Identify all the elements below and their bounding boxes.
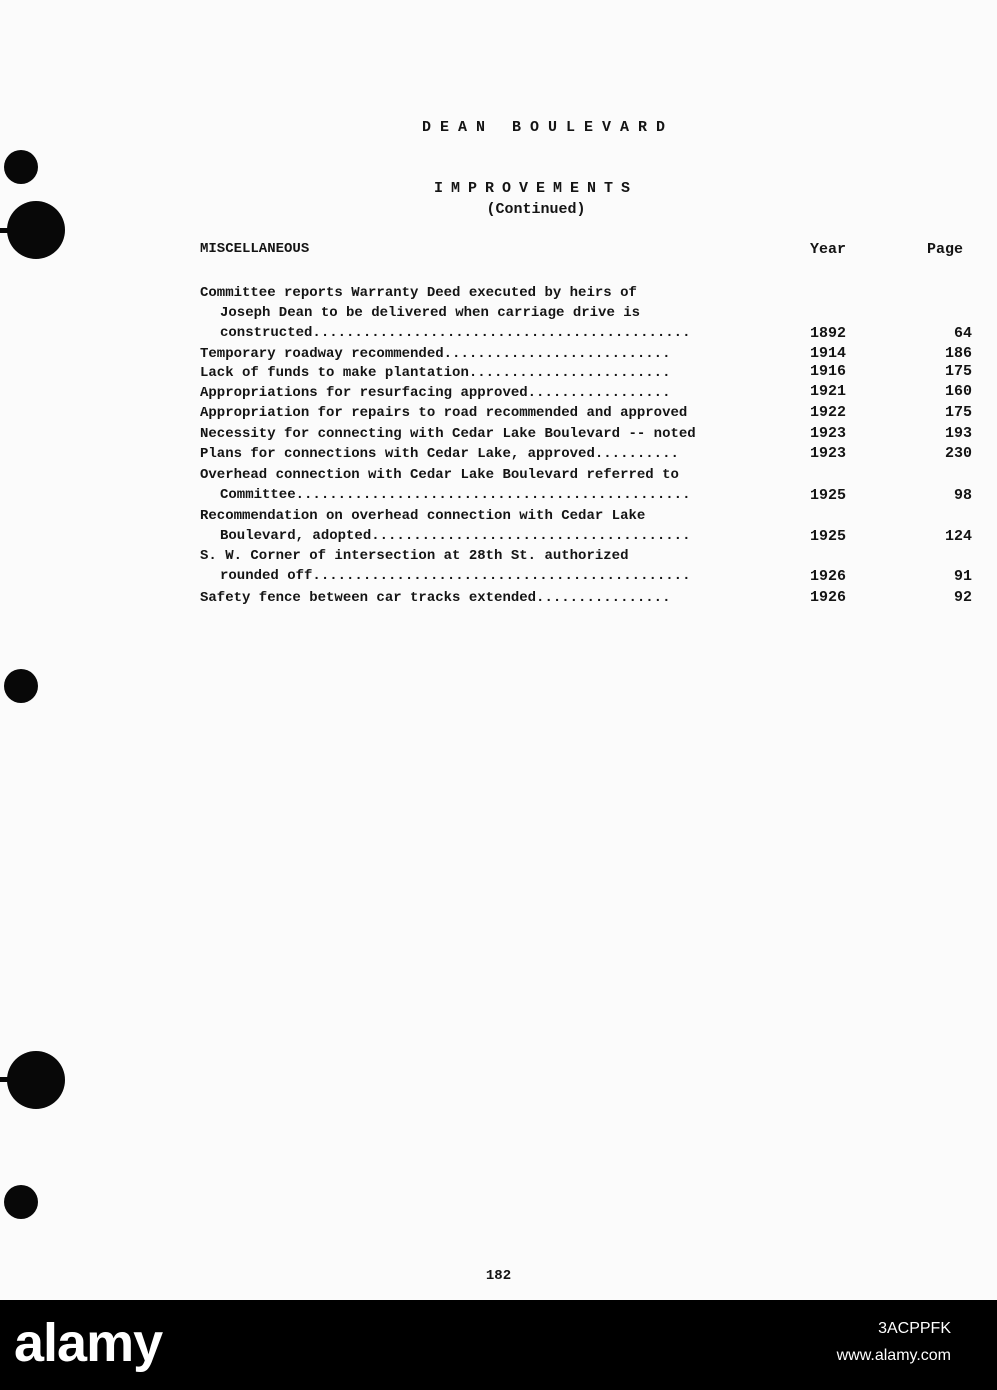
entry-page: 160 [944,383,972,400]
entry-year: 1926 [810,589,847,606]
punch-hole [4,669,38,703]
entry-text: Temporary roadway recommended........................... [200,346,671,362]
watermark-footer [0,1300,997,1390]
entry-year: 1921 [810,383,847,400]
entry-year: 1926 [810,568,847,585]
entry-year: 1923 [810,445,847,462]
entry-text: Boulevard, adopted...................................... [220,528,691,544]
entry-page: 186 [944,345,972,362]
continued-note: (Continued) [486,201,586,218]
entry-text: Committee reports Warranty Deed executed by heirs of [200,285,637,301]
entry-text: Appropriation for repairs to road recommended and approved [200,405,688,421]
entry-text: Plans for connections with Cedar Lake, approved.......... [200,446,679,462]
image-code: 3ACPPFK [878,1320,951,1337]
entry-text: Joseph Dean to be delivered when carriage drive is [220,305,641,321]
punch-hole [7,1051,65,1109]
entry-page: 193 [944,425,972,442]
entry-text: S. W. Corner of intersection at 28th St. authorized [200,548,629,564]
entry-text: Appropriations for resurfacing approved................. [200,385,671,401]
entry-text: Recommendation on overhead connection with Cedar Lake [200,508,646,524]
column-header-page: Page [927,241,964,258]
brand-logo: alamy [14,1313,163,1373]
entry-year: 1892 [810,325,847,342]
entry-text: Overhead connection with Cedar Lake Boulevard referred to [200,467,679,483]
entry-year: 1925 [810,487,847,504]
column-header-year: Year [810,241,847,258]
entry-page: 230 [944,445,972,462]
entry-page: 91 [953,568,972,585]
page-title: DEAN BOULEVARD [421,119,675,136]
section-title: IMPROVEMENTS [433,180,639,197]
entry-page: 124 [944,528,972,545]
entry-text: Safety fence between car tracks extended................ [200,590,671,606]
entry-year: 1916 [810,363,847,380]
entry-year: 1922 [810,404,847,421]
entry-page: 98 [953,487,972,504]
entry-text: Necessity for connecting with Cedar Lake Boulevard -- noted [200,426,696,442]
entry-page: 175 [944,404,972,421]
punch-hole [4,150,38,184]
source-url: www.alamy.com [836,1347,951,1364]
entry-text: Committee............................................... [220,487,691,503]
page-number: 182 [485,1268,512,1284]
section-heading: MISCELLANEOUS [200,241,310,257]
entry-text: rounded off............................................. [220,568,691,584]
entry-year: 1914 [810,345,847,362]
entry-text: Lack of funds to make plantation........................ [200,365,671,381]
entry-year: 1923 [810,425,847,442]
entry-page: 92 [953,589,972,606]
punch-hole [4,1185,38,1219]
entry-year: 1925 [810,528,847,545]
entry-page: 175 [944,363,972,380]
entry-page: 64 [953,325,972,342]
entry-text: constructed............................................. [220,325,691,341]
